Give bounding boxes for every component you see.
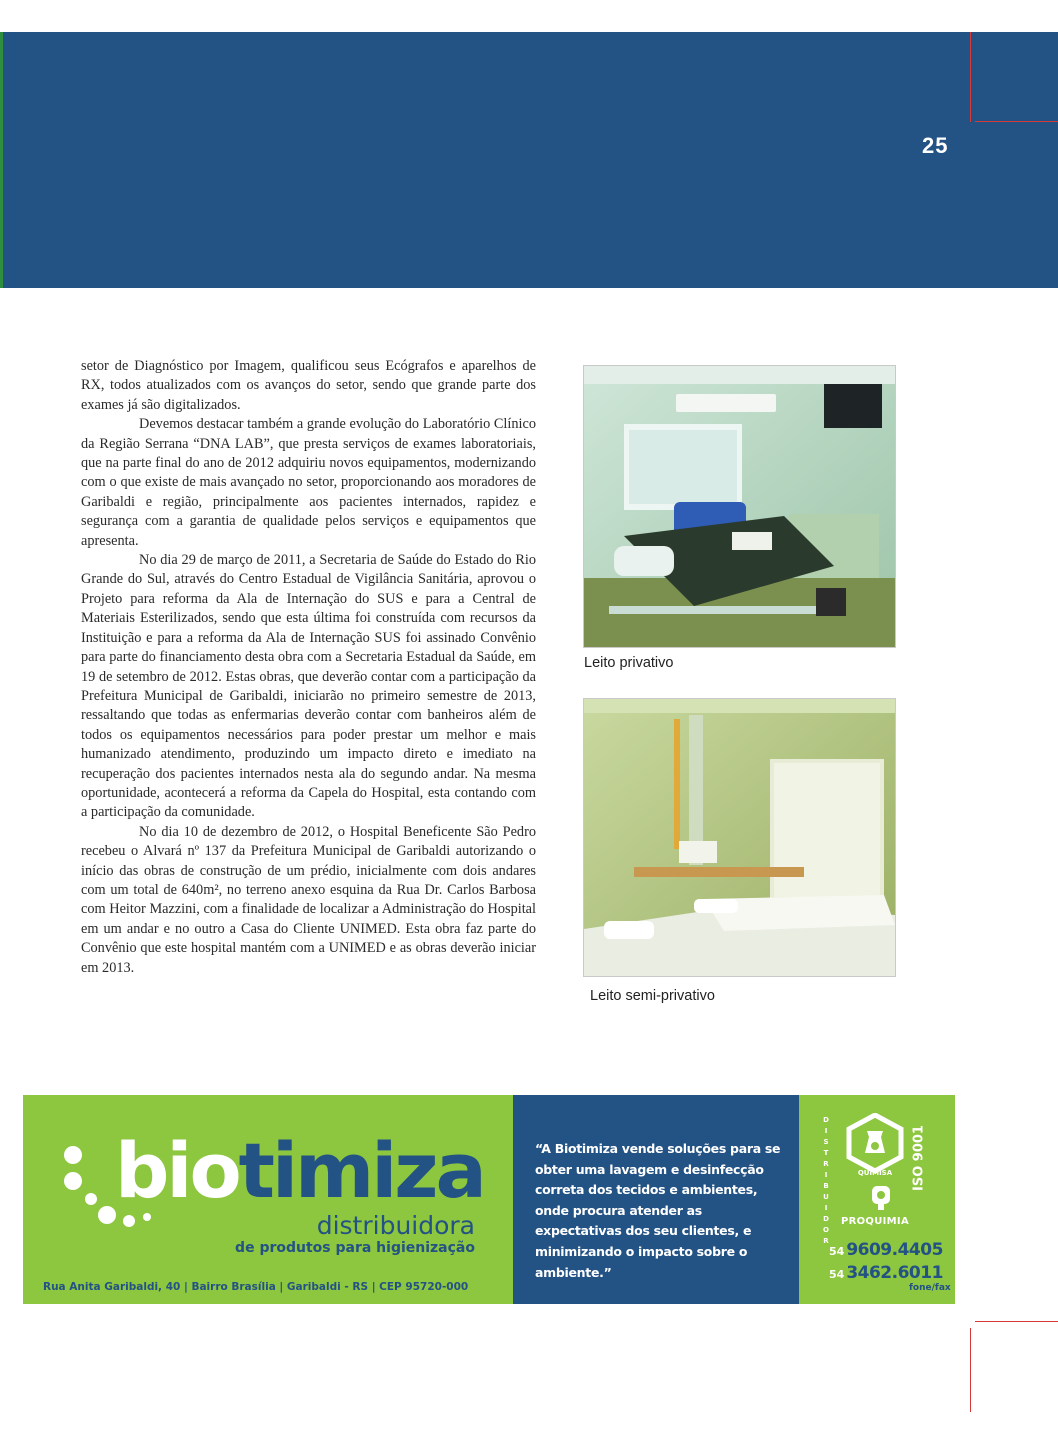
distributor-label-letter: I [824,1171,828,1179]
photo-private-room-image [584,366,895,647]
header-band [0,32,1058,288]
phone-label: fone/fax [909,1283,951,1293]
cert-logo-name: QUIMISA [857,1169,893,1177]
brand-tagline: de produtos para higienização [235,1240,475,1256]
biotimiza-advertisement [23,1095,955,1304]
distributor-label-letter: U [823,1193,829,1201]
phone-mobile[interactable] [829,1240,943,1260]
ad-contact-panel [799,1095,955,1304]
iso-text: ISO 9001 [911,1125,927,1191]
photo-semi-private-room-image [584,699,895,976]
ad-address: Rua Anita Garibaldi, 40 | Bairro Brasília | Garibaldi - RS | CEP 95720-000 [43,1281,469,1293]
distributor-label-letter: D [823,1116,829,1124]
brand-logo-text [115,1126,484,1215]
distributor-label-letter: O [823,1226,829,1234]
ad-quote-panel [513,1095,799,1304]
photo-private-room [583,365,896,648]
ad-brand-panel [23,1095,513,1304]
ad-quote: “A Biotimiza vende soluções para se obter uma lavagem e desinfecção correta dos tecidos e ambientes, onde procura atender as expectativas dos seu clientes, e minimizando o impacto sobre o ambiente.” [535,1141,781,1280]
page-number: 25 [922,133,949,158]
caption-private-room: Leito privativo [584,655,674,671]
distributor-vertical-label [821,1115,831,1247]
crop-mark [975,1321,1058,1322]
distributor-label-letter: T [823,1149,829,1157]
distributor-label-letter: B [823,1182,829,1190]
distributor-label-letter: S [823,1138,829,1146]
brand-timiza: timiza [238,1126,484,1215]
crop-mark [970,32,971,122]
phone-mobile-ddd: 54 [829,1245,845,1258]
crop-mark [970,1328,971,1412]
distributor-label-letters [821,1115,831,1247]
article-paragraph: No dia 29 de março de 2011, a Secretaria de Saúde do Estado do Rio Grande do Sul, através do Centro Estadual de Vigilância Sanitária, aprovou o Projeto para reforma da Ala de Internação do SUS e para a Central de Materiais Esterilizados, sendo que esta última foi construída com recursos da Instituição e para a reforma da Ala de Internação SUS foi assinado Convênio para parte do financiamento desta obra com a Secretaria Estadual da Saúde, em 19 de setembro de 2012. Estas obras, que deverão contar com a participação da Prefeitura Municipal de Garibaldi, iniciarão no primeiro semestre de 2013, ressaltando que todas as enfermarias deverão contar com banheiros além de todos os equipamentos necessários para poder prestar um melhor e mais humanizado atendimento, produzindo um impacto direto e imediato na recuperação dos pacientes internados nesta ala do segundo andar. Na mesma oportunidade, acontecerá a reforma da Capela do Hospital, esta contando com a participação da comunidade. [81,552,536,821]
distributor-label-letter: I [824,1127,828,1135]
crop-mark [975,121,1058,122]
photo-semi-private-room [583,698,896,977]
partner-proquimia: PROQUIMIA [841,1216,909,1227]
iso-certification [907,1115,931,1201]
distributor-label-letter: R [823,1160,829,1168]
article-paragraph: No dia 10 de dezembro de 2012, o Hospital Beneficente São Pedro recebeu o Alvará nº 137 da Prefeitura Municipal de Garibaldi autorizando o início das obras de construção de um prédio, inicialmente com dois andares com um total de 640m², no terreno anexo esquina da Rua Dr. Carlos Barbosa com Heitor Mazzini, com a finalidade de localizar a Administração do Hospital em um andar e no outro a Casa do Cliente UNIMED. Esta obra faz parte do Convênio que este hospital mantém com a UNIMED e as obras deverão iniciar em 2013. [81,823,536,976]
brand-bio: bio [115,1126,239,1215]
article-paragraph: setor de Diagnóstico por Imagem, qualificou seus Ecógrafos e aparelhos de RX, todos atualizados com os avanços do setor, sendo que grande parte dos exames já são digitalizados. [81,358,536,413]
brand-subtitle: distribuidora [316,1211,475,1240]
phone-landline[interactable] [829,1263,943,1283]
distributor-label-letter: I [824,1204,828,1212]
article-paragraph: Devemos destacar também a grande evolução do Laboratório Clínico da Região Serrana “DNA LAB”, que presta serviços de exames laboratoriais, que na parte final do ano de 2012 adquiriu novos equipamentos, modernizando com o que existe de mais avançado no setor, proporcionando aos moradores de Garibaldi e região, principalmente aos pacientes internados, rapidez e segurança com a garantia de qualidade pelos serviços e equipamentos que apresenta. [81,416,536,549]
phone-landline-number: 3462.6011 [846,1263,943,1283]
caption-semi-private-room: Leito semi-privativo [590,988,715,1004]
phone-mobile-number: 9609.4405 [846,1240,943,1260]
distributor-label-letter: R [823,1237,829,1245]
proquimia-logo-icon [871,1185,891,1211]
article-body [81,357,536,978]
phone-landline-ddd: 54 [829,1268,845,1281]
distributor-label-letter: D [823,1215,829,1223]
header-accent-edge [0,32,3,288]
